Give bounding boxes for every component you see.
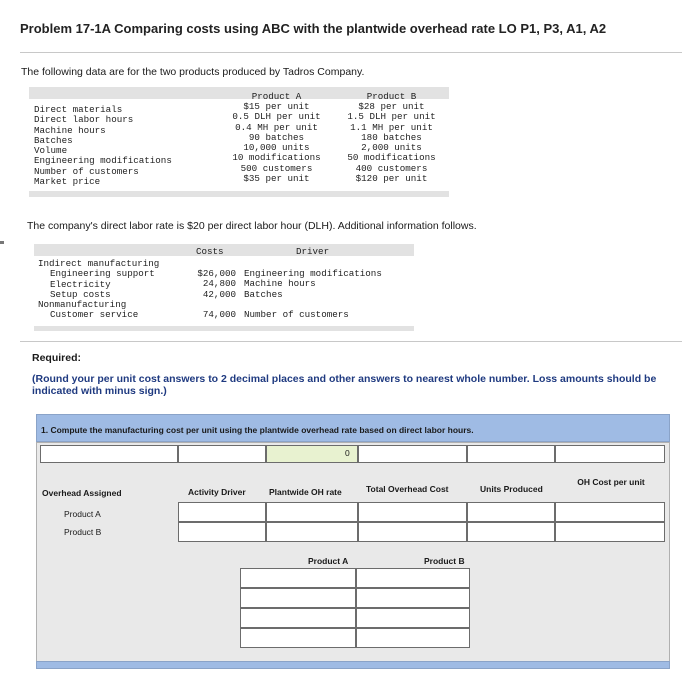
cost-table-header-band — [34, 244, 414, 256]
lower-input-cell[interactable] — [356, 588, 470, 608]
row-labels — [34, 105, 172, 187]
cost-value: 74,000 — [202, 309, 236, 321]
product-a-values — [214, 102, 339, 184]
cost-value: 42,000 — [202, 288, 236, 300]
product-a-rate-input[interactable] — [266, 502, 358, 522]
product-b-value: 50 modifications — [347, 152, 436, 164]
product-b-total-input[interactable] — [358, 522, 467, 542]
cost-value: 24,800 — [202, 278, 236, 290]
product-row-label: Machine hours — [34, 124, 106, 136]
product-a-header: Product A — [251, 91, 302, 102]
product-a-value: 0.4 MH per unit — [235, 121, 318, 133]
lower-input-cell[interactable] — [240, 588, 356, 608]
product-b-ohcpu-input[interactable] — [555, 522, 665, 542]
product-row-label: Volume — [34, 145, 68, 157]
product-a-value: 500 customers — [240, 162, 313, 174]
input-cell[interactable] — [467, 445, 555, 463]
worksheet-footer-bar — [36, 661, 670, 669]
product-row-label: Market price — [34, 176, 101, 188]
lower-input-cell[interactable] — [240, 608, 356, 628]
product-b-rate-input[interactable] — [266, 522, 358, 542]
cost-driver-table — [34, 244, 414, 334]
plantwide-rate-header: Plantwide OH rate — [269, 487, 342, 497]
product-a-value: $15 per unit — [243, 101, 310, 112]
product-b-value: $28 per unit — [358, 101, 425, 112]
product-row-label: Number of customers — [34, 165, 139, 177]
product-a-value: 0.5 DLH per unit — [232, 111, 321, 123]
total-overhead-header: Total Overhead Cost — [366, 484, 449, 494]
product-row-label: Engineering modifications — [34, 155, 172, 167]
driver-header: Driver — [296, 246, 330, 257]
product-row-label: Direct materials — [34, 104, 123, 115]
cost-values — [184, 269, 236, 320]
cost-row-label: Indirect manufacturing — [38, 258, 160, 269]
product-row-label: Direct labor hours — [34, 114, 134, 126]
product-a-value: 10,000 units — [243, 142, 310, 154]
driver-value: Engineering modifications — [244, 268, 382, 279]
overhead-assigned-header: Overhead Assigned — [42, 488, 122, 498]
cost-table-footer-band — [34, 326, 414, 331]
scroll-marker — [0, 241, 4, 244]
product-row-label: Batches — [34, 134, 73, 146]
product-a-units-input[interactable] — [467, 502, 555, 522]
product-b-value: 1.1 MH per unit — [350, 121, 433, 133]
cost-labels — [38, 259, 159, 321]
cost-value: $26,000 — [197, 268, 236, 279]
question-header: 1. Compute the manufacturing cost per unit using the plantwide overhead rate based on direct labor hours. — [36, 414, 670, 442]
product-b-value: 400 customers — [355, 162, 428, 174]
oh-cost-per-unit-header: OH Cost per unit — [577, 477, 645, 487]
row-label-product-a: Product A — [64, 509, 101, 519]
product-a-ohcpu-input[interactable] — [555, 502, 665, 522]
driver-value: Batches — [244, 288, 283, 300]
units-produced-header: Units Produced — [480, 484, 543, 494]
activity-driver-header: Activity Driver — [188, 487, 246, 497]
intro-text: The following data are for the two products produced by Tadros Company. — [21, 66, 365, 78]
cost-row-label: Electricity — [50, 278, 111, 290]
lower-input-cell[interactable] — [356, 628, 470, 648]
product-a-driver-input[interactable] — [178, 502, 266, 522]
lower-input-cell[interactable] — [356, 608, 470, 628]
lower-input-cell[interactable] — [240, 628, 356, 648]
rate-value: 0 — [345, 448, 350, 458]
lower-product-b-header: Product B — [424, 556, 465, 566]
product-b-value: 1.5 DLH per unit — [347, 111, 436, 123]
driver-value: Number of customers — [244, 309, 349, 321]
lower-input-cell[interactable] — [240, 568, 356, 588]
title-divider — [20, 52, 682, 53]
product-b-driver-input[interactable] — [178, 522, 266, 542]
cost-row-label: Setup costs — [50, 288, 111, 300]
product-b-header: Product B — [366, 91, 417, 102]
lower-input-cell[interactable] — [356, 568, 470, 588]
row-label-product-b: Product B — [64, 527, 102, 537]
product-a-value: 10 modifications — [232, 152, 321, 164]
required-heading: Required: — [32, 352, 82, 364]
costs-header: Costs — [196, 246, 224, 257]
problem-title: Problem 17-1A Comparing costs using ABC with the plantwide overhead rate LO P1, P3, A1, A2 — [20, 21, 607, 36]
product-b-units-input[interactable] — [467, 522, 555, 542]
worksheet — [36, 414, 670, 668]
cost-row-label: Customer service — [50, 309, 139, 321]
cost-row-label: Engineering support — [50, 268, 155, 280]
product-a-total-input[interactable] — [358, 502, 467, 522]
cost-row-label: Nonmanufacturing — [38, 299, 127, 311]
labor-rate-text: The company's direct labor rate is $20 per direct labor hour (DLH). Additional information follows. — [27, 220, 477, 232]
product-data-table — [29, 87, 449, 199]
rounding-note: (Round your per unit cost answers to 2 decimal places and other answers to nearest whole number. Loss amounts should be indicated with minus sign.) — [32, 373, 657, 397]
product-a-value: 90 batches — [248, 131, 305, 143]
product-a-value: $35 per unit — [243, 173, 310, 185]
section-divider — [20, 341, 682, 342]
product-b-value: 2,000 units — [361, 142, 422, 154]
input-cell[interactable] — [358, 445, 467, 463]
driver-value: Machine hours — [244, 278, 316, 290]
product-b-values — [334, 102, 449, 184]
input-cell[interactable] — [555, 445, 665, 463]
input-cell[interactable] — [178, 445, 266, 463]
product-b-value: 180 batches — [361, 131, 422, 143]
lower-product-a-header: Product A — [308, 556, 349, 566]
driver-values — [244, 269, 382, 320]
input-cell[interactable] — [40, 445, 178, 463]
product-b-value: $120 per unit — [355, 173, 428, 185]
table-footer-band — [29, 191, 449, 197]
